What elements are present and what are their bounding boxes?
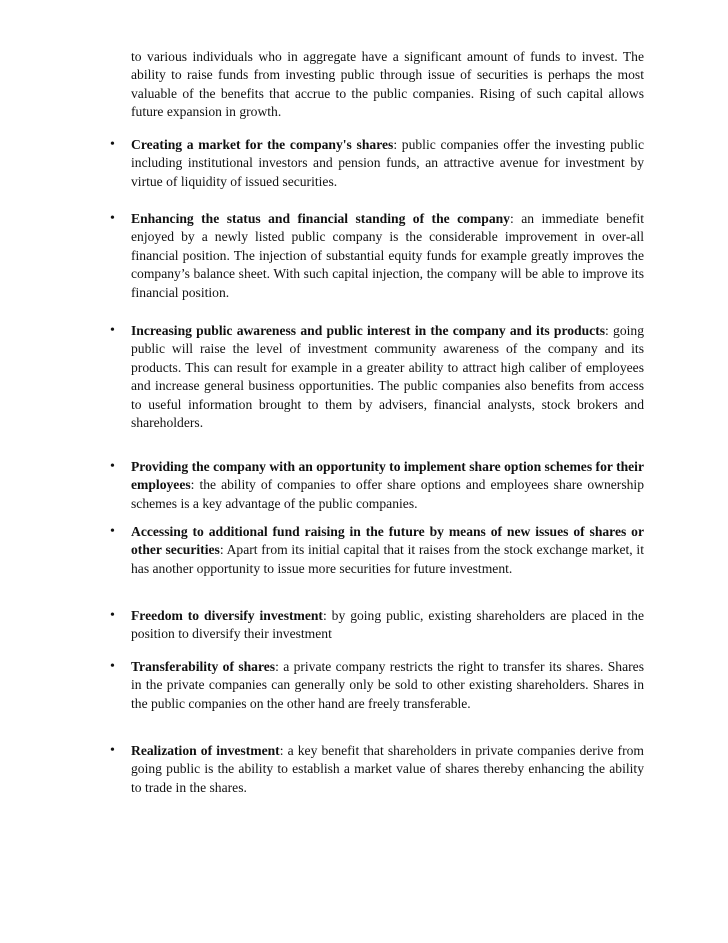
list-item-text: [131, 322, 644, 432]
intro-paragraph: to various individuals who in aggregate have a significant amount of funds to invest. The ability to raise funds from investing public through issue of securities is perhaps the most valuable of the benefits that accrue to the public companies. Rising of such capital allows future expansion in growth.: [131, 49, 644, 120]
list-item-body: : a key benefit that shareholders in private companies derive from going public is the ability to establish a market value of shares thereby enhancing the ability to trade in the shares.: [131, 743, 644, 795]
list-item-text: [131, 658, 644, 713]
list-item-text: [131, 607, 644, 644]
bullet-icon: •: [110, 459, 115, 474]
list-item-term: Accessing to additional fund raising in the future by means of new issues of shares or other securities: [131, 524, 644, 558]
list-item-body: : a private company restricts the right to transfer its shares. Shares in the private companies can generally only be sold to other existing shareholders. Shares in the public companies on the other hand are freely transferable.: [131, 659, 644, 711]
list-item-term: Freedom to diversify investment: [131, 608, 323, 623]
list-item-term: Realization of investment: [131, 743, 280, 758]
bullet-icon: •: [110, 137, 115, 152]
list-item-text: [131, 458, 644, 513]
list-item-text: [131, 210, 644, 302]
list-item-body: : the ability of companies to offer share options and employees share ownership schemes is a key advantage of the public companies.: [131, 477, 644, 511]
list-item-term: Creating a market for the company's shares: [131, 137, 394, 152]
list-item-term: Transferability of shares: [131, 659, 276, 674]
list-item-body: : public companies offer the investing public including institutional investors and pension funds, an attractive avenue for investment by virtue of liquidity of issued securities.: [131, 137, 645, 189]
bullet-icon: •: [110, 211, 115, 226]
list-item-body: : by going public, existing shareholders are placed in the position to diversify their investment: [131, 608, 644, 642]
list-item-body: : going public will raise the level of investment community awareness of the company and its products. This can result for example in a greater ability to attract high caliber of employees and increase general business opportunities. The public companies also benefits from access to useful information brought to them by advisers, financial analysts, stock brokers and shareholders.: [131, 323, 645, 431]
list-item-term: Enhancing the status and financial standing of the company: [131, 211, 510, 226]
list-item-body: : Apart from its initial capital that it raises from the stock exchange market, it has another opportunity to issue more securities for future investment.: [131, 542, 644, 576]
bullet-icon: •: [110, 323, 115, 338]
list-item-term: Providing the company with an opportunity to implement share option schemes for their employees: [131, 459, 644, 493]
bullet-icon: •: [110, 659, 115, 674]
list-item-body: : an immediate benefit enjoyed by a newly listed public company is the considerable improvement in over-all financial position. The injection of substantial equity funds for example greatly improves the company’s balance sheet. With such capital injection, the company will be able to improve its financial position.: [131, 211, 645, 300]
list-item-text: [131, 742, 644, 797]
list-item-term: Increasing public awareness and public interest in the company and its products: [131, 323, 606, 338]
bullet-icon: •: [110, 743, 115, 758]
bullet-icon: •: [110, 524, 115, 539]
bullet-icon: •: [110, 608, 115, 623]
list-item-text: [131, 136, 644, 191]
list-item-text: [131, 523, 644, 578]
